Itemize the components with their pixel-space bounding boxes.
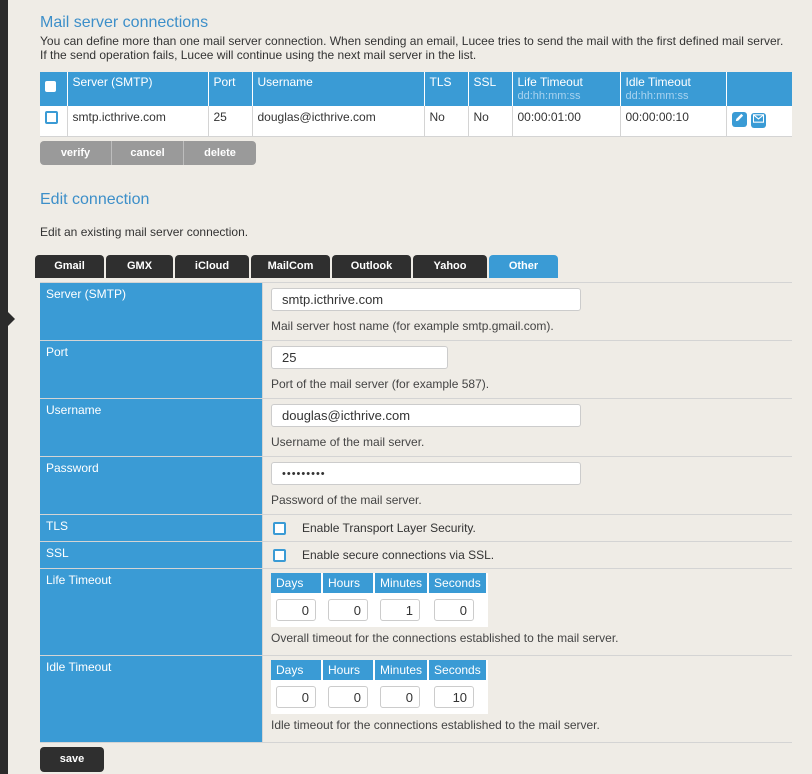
- idle-days-header: Days: [271, 660, 322, 680]
- row-checkbox[interactable]: [45, 111, 58, 124]
- pencil-icon[interactable]: [732, 112, 747, 127]
- server-field-cell: [263, 283, 792, 340]
- server-row: [40, 283, 792, 341]
- cell-tls: No: [424, 106, 468, 136]
- panel-arrow-icon: [8, 312, 15, 326]
- table-row: [40, 106, 792, 136]
- life-days-header: Days: [271, 573, 322, 593]
- life-minutes-input[interactable]: [380, 599, 420, 621]
- col-username: Username: [252, 72, 424, 106]
- idle-timeout-hint: Idle timeout for the connections established to the mail server.: [271, 718, 600, 732]
- username-label: Username: [40, 399, 263, 456]
- ssl-option: [271, 547, 784, 563]
- mail-server-table: [40, 72, 792, 137]
- life-days-cell: [271, 593, 322, 627]
- tab-other[interactable]: Other: [489, 255, 558, 278]
- idle-seconds-header: Seconds: [428, 660, 487, 680]
- tab-icloud[interactable]: iCloud: [175, 255, 249, 278]
- idle-seconds-cell: [428, 680, 487, 714]
- life-timeout-table: [271, 573, 488, 627]
- tls-row: [40, 515, 792, 542]
- password-hint: Password of the mail server.: [271, 493, 422, 507]
- idle-hours-header: Hours: [322, 660, 374, 680]
- tab-gmx[interactable]: GMX: [106, 255, 173, 278]
- edit-connection-description: Edit an existing mail server connection.: [40, 225, 249, 239]
- cell-username: douglas@icthrive.com: [252, 106, 424, 136]
- col-life-timeout-format: dd:hh:mm:ss: [517, 90, 581, 102]
- life-seconds-input[interactable]: [434, 599, 474, 621]
- port-hint: Port of the mail server (for example 587).: [271, 377, 490, 391]
- table-header-row: [40, 72, 792, 106]
- life-timeout-field-cell: [263, 569, 792, 655]
- life-hours-cell: [322, 593, 374, 627]
- cell-idle-timeout: 00:00:00:10: [620, 106, 726, 136]
- ssl-field-cell: [263, 542, 792, 568]
- col-port: Port: [208, 72, 252, 106]
- tls-checkbox[interactable]: [273, 522, 286, 535]
- col-idle-timeout-label: Idle Timeout: [625, 75, 691, 89]
- cell-port: 25: [208, 106, 252, 136]
- port-label: Port: [40, 341, 263, 398]
- idle-minutes-input[interactable]: [380, 686, 420, 708]
- server-hint: Mail server host name (for example smtp.gmail.com).: [271, 319, 554, 333]
- mail-connections-intro: You can define more than one mail server connection. When sending an email, Lucee tries to send the mail with the first defined mail server. If the send operation fails, Lucee will continue using the next mail server in the list.: [40, 34, 784, 62]
- cell-ssl: No: [468, 106, 512, 136]
- provider-tabs: [35, 255, 560, 278]
- idle-minutes-header: Minutes: [374, 660, 428, 680]
- life-seconds-cell: [428, 593, 487, 627]
- save-button[interactable]: save: [40, 747, 104, 772]
- select-all-header: [40, 72, 67, 106]
- col-idle-timeout-format: dd:hh:mm:ss: [625, 90, 689, 102]
- password-row: [40, 457, 792, 515]
- col-life-timeout-label: Life Timeout: [517, 75, 583, 89]
- idle-timeout-row: [40, 656, 792, 743]
- life-timeout-label: Life Timeout: [40, 569, 263, 655]
- cell-life-timeout: 00:00:01:00: [512, 106, 620, 136]
- port-field-cell: [263, 341, 792, 398]
- edit-connection-form: [40, 282, 792, 743]
- tab-yahoo[interactable]: Yahoo: [413, 255, 487, 278]
- col-ssl: SSL: [468, 72, 512, 106]
- col-idle-timeout: [620, 72, 726, 106]
- row-select-cell: [40, 106, 67, 136]
- idle-timeout-field-cell: [263, 656, 792, 742]
- password-input[interactable]: [271, 462, 581, 485]
- idle-seconds-input[interactable]: [434, 686, 474, 708]
- idle-hours-cell: [322, 680, 374, 714]
- idle-days-input[interactable]: [276, 686, 316, 708]
- username-input[interactable]: [271, 404, 581, 427]
- idle-timeout-table: [271, 660, 488, 714]
- life-timeout-row: [40, 569, 792, 656]
- idle-days-cell: [271, 680, 322, 714]
- password-field-cell: [263, 457, 792, 514]
- idle-minutes-cell: [374, 680, 428, 714]
- ssl-label: SSL: [40, 542, 263, 568]
- username-hint: Username of the mail server.: [271, 435, 425, 449]
- life-minutes-cell: [374, 593, 428, 627]
- password-label: Password: [40, 457, 263, 514]
- username-field-cell: [263, 399, 792, 456]
- idle-hours-input[interactable]: [328, 686, 368, 708]
- tls-label: TLS: [40, 515, 263, 541]
- life-timeout-hint: Overall timeout for the connections established to the mail server.: [271, 631, 619, 645]
- connection-actions: [40, 141, 256, 165]
- envelope-icon[interactable]: [751, 113, 766, 128]
- tls-field-cell: [263, 515, 792, 541]
- tab-outlook[interactable]: Outlook: [332, 255, 411, 278]
- edit-connection-title: Edit connection: [40, 191, 150, 208]
- life-days-input[interactable]: [276, 599, 316, 621]
- cell-actions: [726, 106, 792, 136]
- server-input[interactable]: [271, 288, 581, 311]
- life-hours-input[interactable]: [328, 599, 368, 621]
- ssl-checkbox[interactable]: [273, 549, 286, 562]
- col-tls: TLS: [424, 72, 468, 106]
- life-hours-header: Hours: [322, 573, 374, 593]
- tab-gmail[interactable]: Gmail: [35, 255, 104, 278]
- life-minutes-header: Minutes: [374, 573, 428, 593]
- verify-button[interactable]: verify: [40, 141, 112, 165]
- col-actions: [726, 72, 792, 106]
- cancel-button[interactable]: cancel: [112, 141, 184, 165]
- port-row: [40, 341, 792, 399]
- port-input[interactable]: [271, 346, 448, 369]
- tls-option: [271, 520, 784, 536]
- select-all-checkbox[interactable]: [45, 81, 56, 92]
- idle-timeout-label: Idle Timeout: [40, 656, 263, 742]
- col-life-timeout: [512, 72, 620, 106]
- ssl-row: [40, 542, 792, 569]
- server-label: Server (SMTP): [40, 283, 263, 340]
- cell-server: smtp.icthrive.com: [67, 106, 208, 136]
- tab-mailcom[interactable]: MailCom: [251, 255, 330, 278]
- life-seconds-header: Seconds: [428, 573, 487, 593]
- tls-text: Enable Transport Layer Security.: [302, 521, 476, 535]
- left-panel-edge: [0, 0, 8, 774]
- col-server: Server (SMTP): [67, 72, 208, 106]
- username-row: [40, 399, 792, 457]
- delete-button[interactable]: delete: [184, 141, 256, 165]
- mail-connections-title: Mail server connections: [40, 14, 209, 31]
- ssl-text: Enable secure connections via SSL.: [302, 548, 495, 562]
